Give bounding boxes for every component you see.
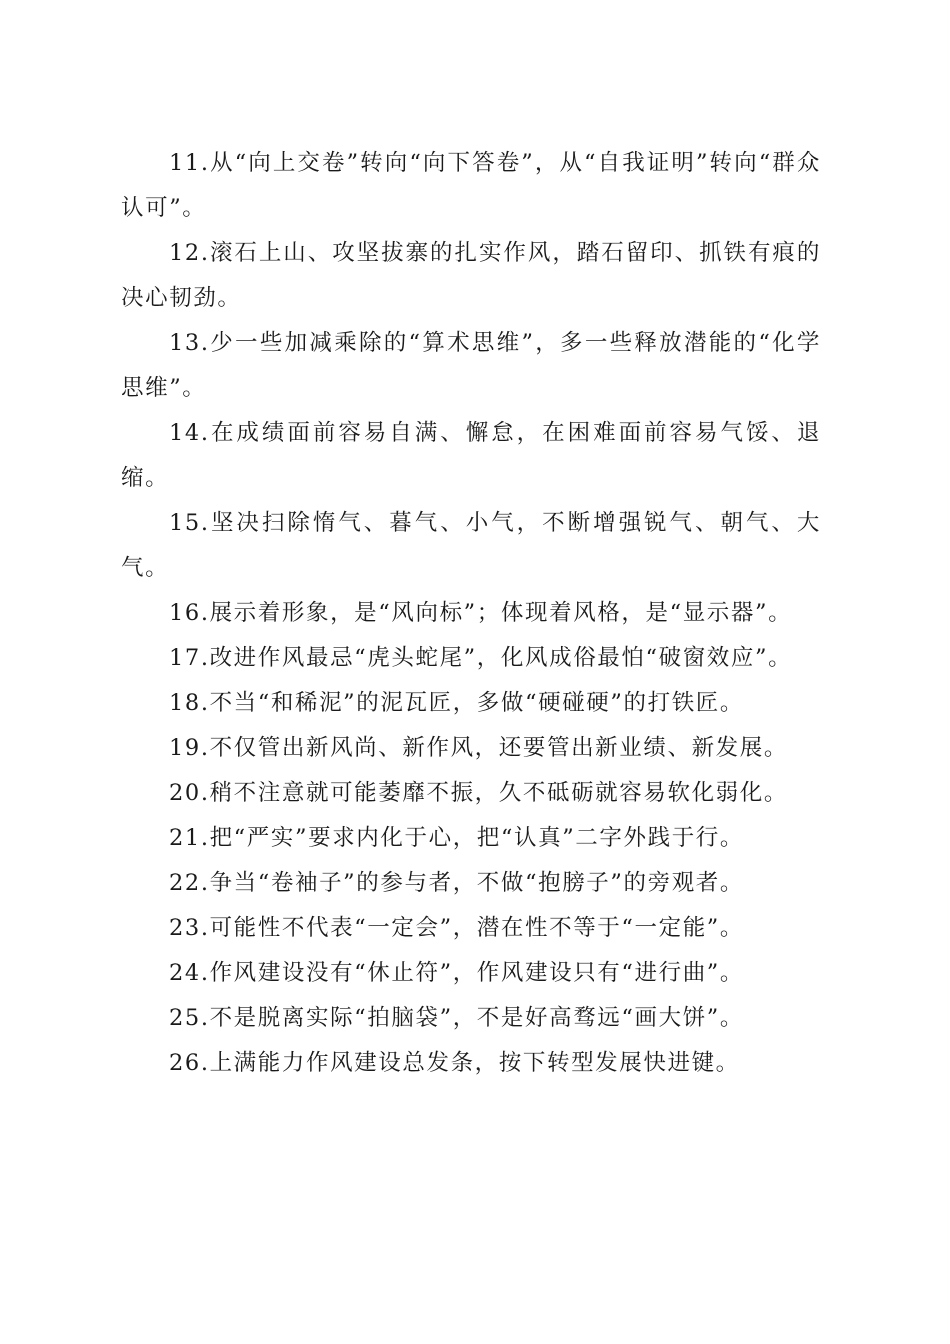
list-item-11: 11.从“向上交卷”转向“向下答卷”，从“自我证明”转向“群众认可”。 — [121, 150, 821, 221]
list-item-20: 20.稍不注意就可能萎靡不振，久不砥砺就容易软化弱化。 — [169, 780, 788, 806]
list-item-17: 17.改进作风最忌“虎头蛇尾”，化风成俗最怕“破窗效应”。 — [169, 645, 793, 671]
list-item-18: 18.不当“和稀泥”的泥瓦匠，多做“硬碰硬”的打铁匠。 — [169, 690, 744, 716]
list-item-15: 15.坚决扫除惰气、暮气、小气，不断增强锐气、朝气、大气。 — [121, 510, 821, 581]
list-item-21: 21.把“严实”要求内化于心，把“认真”二字外践于行。 — [169, 825, 744, 851]
list-item-13: 13.少一些加减乘除的“算术思维”，多一些释放潜能的“化学思维”。 — [121, 330, 821, 401]
list-item-26: 26.上满能力作风建设总发条，按下转型发展快进键。 — [169, 1050, 740, 1076]
list-item-16: 16.展示着形象，是“风向标”；体现着风格，是“显示器”。 — [169, 600, 793, 626]
list-item-25: 25.不是脱离实际“拍脑袋”，不是好高骛远“画大饼”。 — [169, 1005, 744, 1031]
list-item-14: 14.在成绩面前容易自满、懈怠，在困难面前容易气馁、退缩。 — [121, 420, 821, 491]
list-item-22: 22.争当“卷袖子”的参与者，不做“抱膀子”的旁观者。 — [169, 870, 744, 896]
document-body — [121, 141, 821, 1086]
list-item-19: 19.不仅管出新风尚、新作风，还要管出新业绩、新发展。 — [169, 735, 788, 761]
list-item-23: 23.可能性不代表“一定会”，潜在性不等于“一定能”。 — [169, 915, 744, 941]
list-item-24: 24.作风建设没有“休止符”，作风建设只有“进行曲”。 — [169, 960, 744, 986]
list-item-12: 12.滚石上山、攻坚拔寨的扎实作风，踏石留印、抓铁有痕的决心韧劲。 — [121, 240, 821, 311]
